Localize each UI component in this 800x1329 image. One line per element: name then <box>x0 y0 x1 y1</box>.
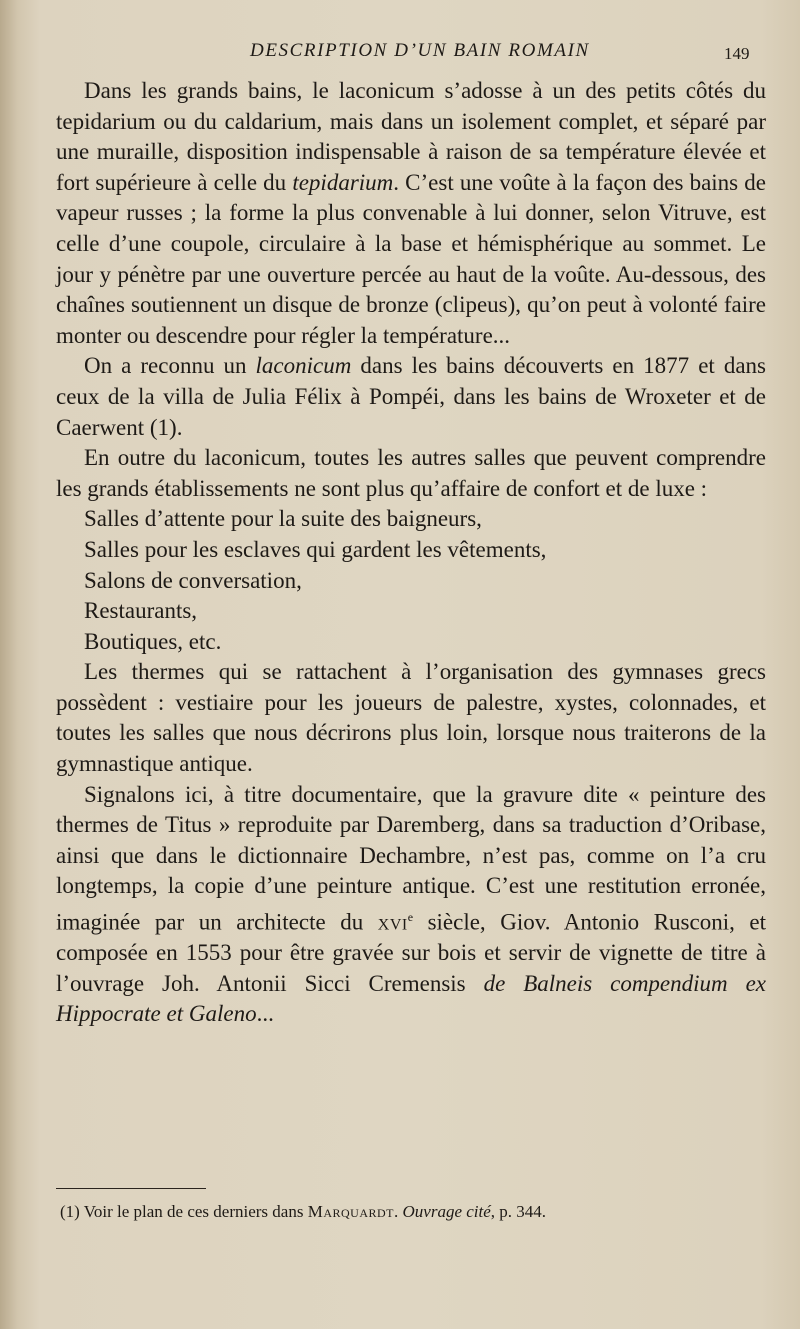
list-item: Salons de conversation, <box>84 567 302 593</box>
italic-term: tepidarium <box>292 169 394 195</box>
footnote-marker: (1) <box>60 1202 80 1221</box>
list-item: Boutiques, etc. <box>84 628 222 654</box>
list-item: Salles d’attente pour la suite des baigneurs, <box>84 506 482 532</box>
paragraph-titus-engraving: Signalons ici, à titre documentaire, que la gravure dite « peinture des thermes de Titus » reproduite par Daremberg, dans sa traduction d’Oribase, ainsi que dans le dictionnaire Dechambre, n’est pas, comme on l’a cru longtemps, la copie d’une peinture antique. C’est une restitution erronée, imaginée par un architecte du xvi$^e$ siècle, Giov. Antonio Rusconi, et composée en 1553 pour être gravée sur bois et servir de vignette de titre à l’ouvrage Joh. Antonii Sicci Cremensis de Balneis compendium ex Hippocrate et Galeno... <box>56 781 766 1027</box>
footnote-author: Marquardt <box>307 1202 394 1221</box>
page-header <box>0 38 800 68</box>
list-item: Salles pour les esclaves qui gardent les vêtements, <box>84 536 547 562</box>
paragraph-other-rooms: En outre du laconicum, toutes les autres salles que peuvent comprendre les grands établissements ne sont plus qu’affaire de confort et de luxe : <box>56 445 766 501</box>
page-number: 149 <box>724 44 750 63</box>
italic-title: de Balneis compendium ex Hippocrate et Galeno <box>56 970 766 1027</box>
list-item: Restaurants, <box>84 598 198 624</box>
italic-term: laconicum <box>255 353 352 379</box>
body-text <box>56 76 766 1030</box>
paragraph-gymnases: Les thermes qui se rattachent à l’organisation des gymnases grecs possèdent : vestiaire pour les joueurs de palestre, xystes, colonnades, et toutes les salles que nous décrirons plus loin, lorsque nous traiterons de la gymnastique antique. <box>56 659 766 777</box>
footnote-rule <box>56 1188 206 1189</box>
paragraph-laconicum: Dans les grands bains, le laconicum s’adosse à un des petits côtés du tepidarium ou du caldarium, mais dans un isolement complet, et séparé par une muraille, disposition indispensable à raison de sa température élevée et fort supérieure à celle du tepidarium. C’est une voûte à la façon des bains de vapeur russes ; la forme la plus convenable à lui donner, selon Vitruve, est celle d’une coupole, circulaire à la base et hémisphérique au sommet. Le jour y pénètre par une ouverture percée au haut de la voûte. Au-dessous, des chaînes soutiennent un disque de bronze (clipeus), qu’on peut à volonté faire monter ou descendre pour régler la température... <box>56 78 766 348</box>
paragraph-discoveries: On a reconnu un laconicum dans les bains découverts en 1877 et dans ceux de la villa de Julia Félix à Pompéi, dans les bains de Wroxeter et de Caerwent (1). <box>56 353 766 440</box>
running-head: DESCRIPTION D’UN BAIN ROMAIN <box>250 40 590 61</box>
footnote: (1) Voir le plan de ces derniers dans Marquardt. Ouvrage cité, p. 344. <box>60 1202 547 1221</box>
